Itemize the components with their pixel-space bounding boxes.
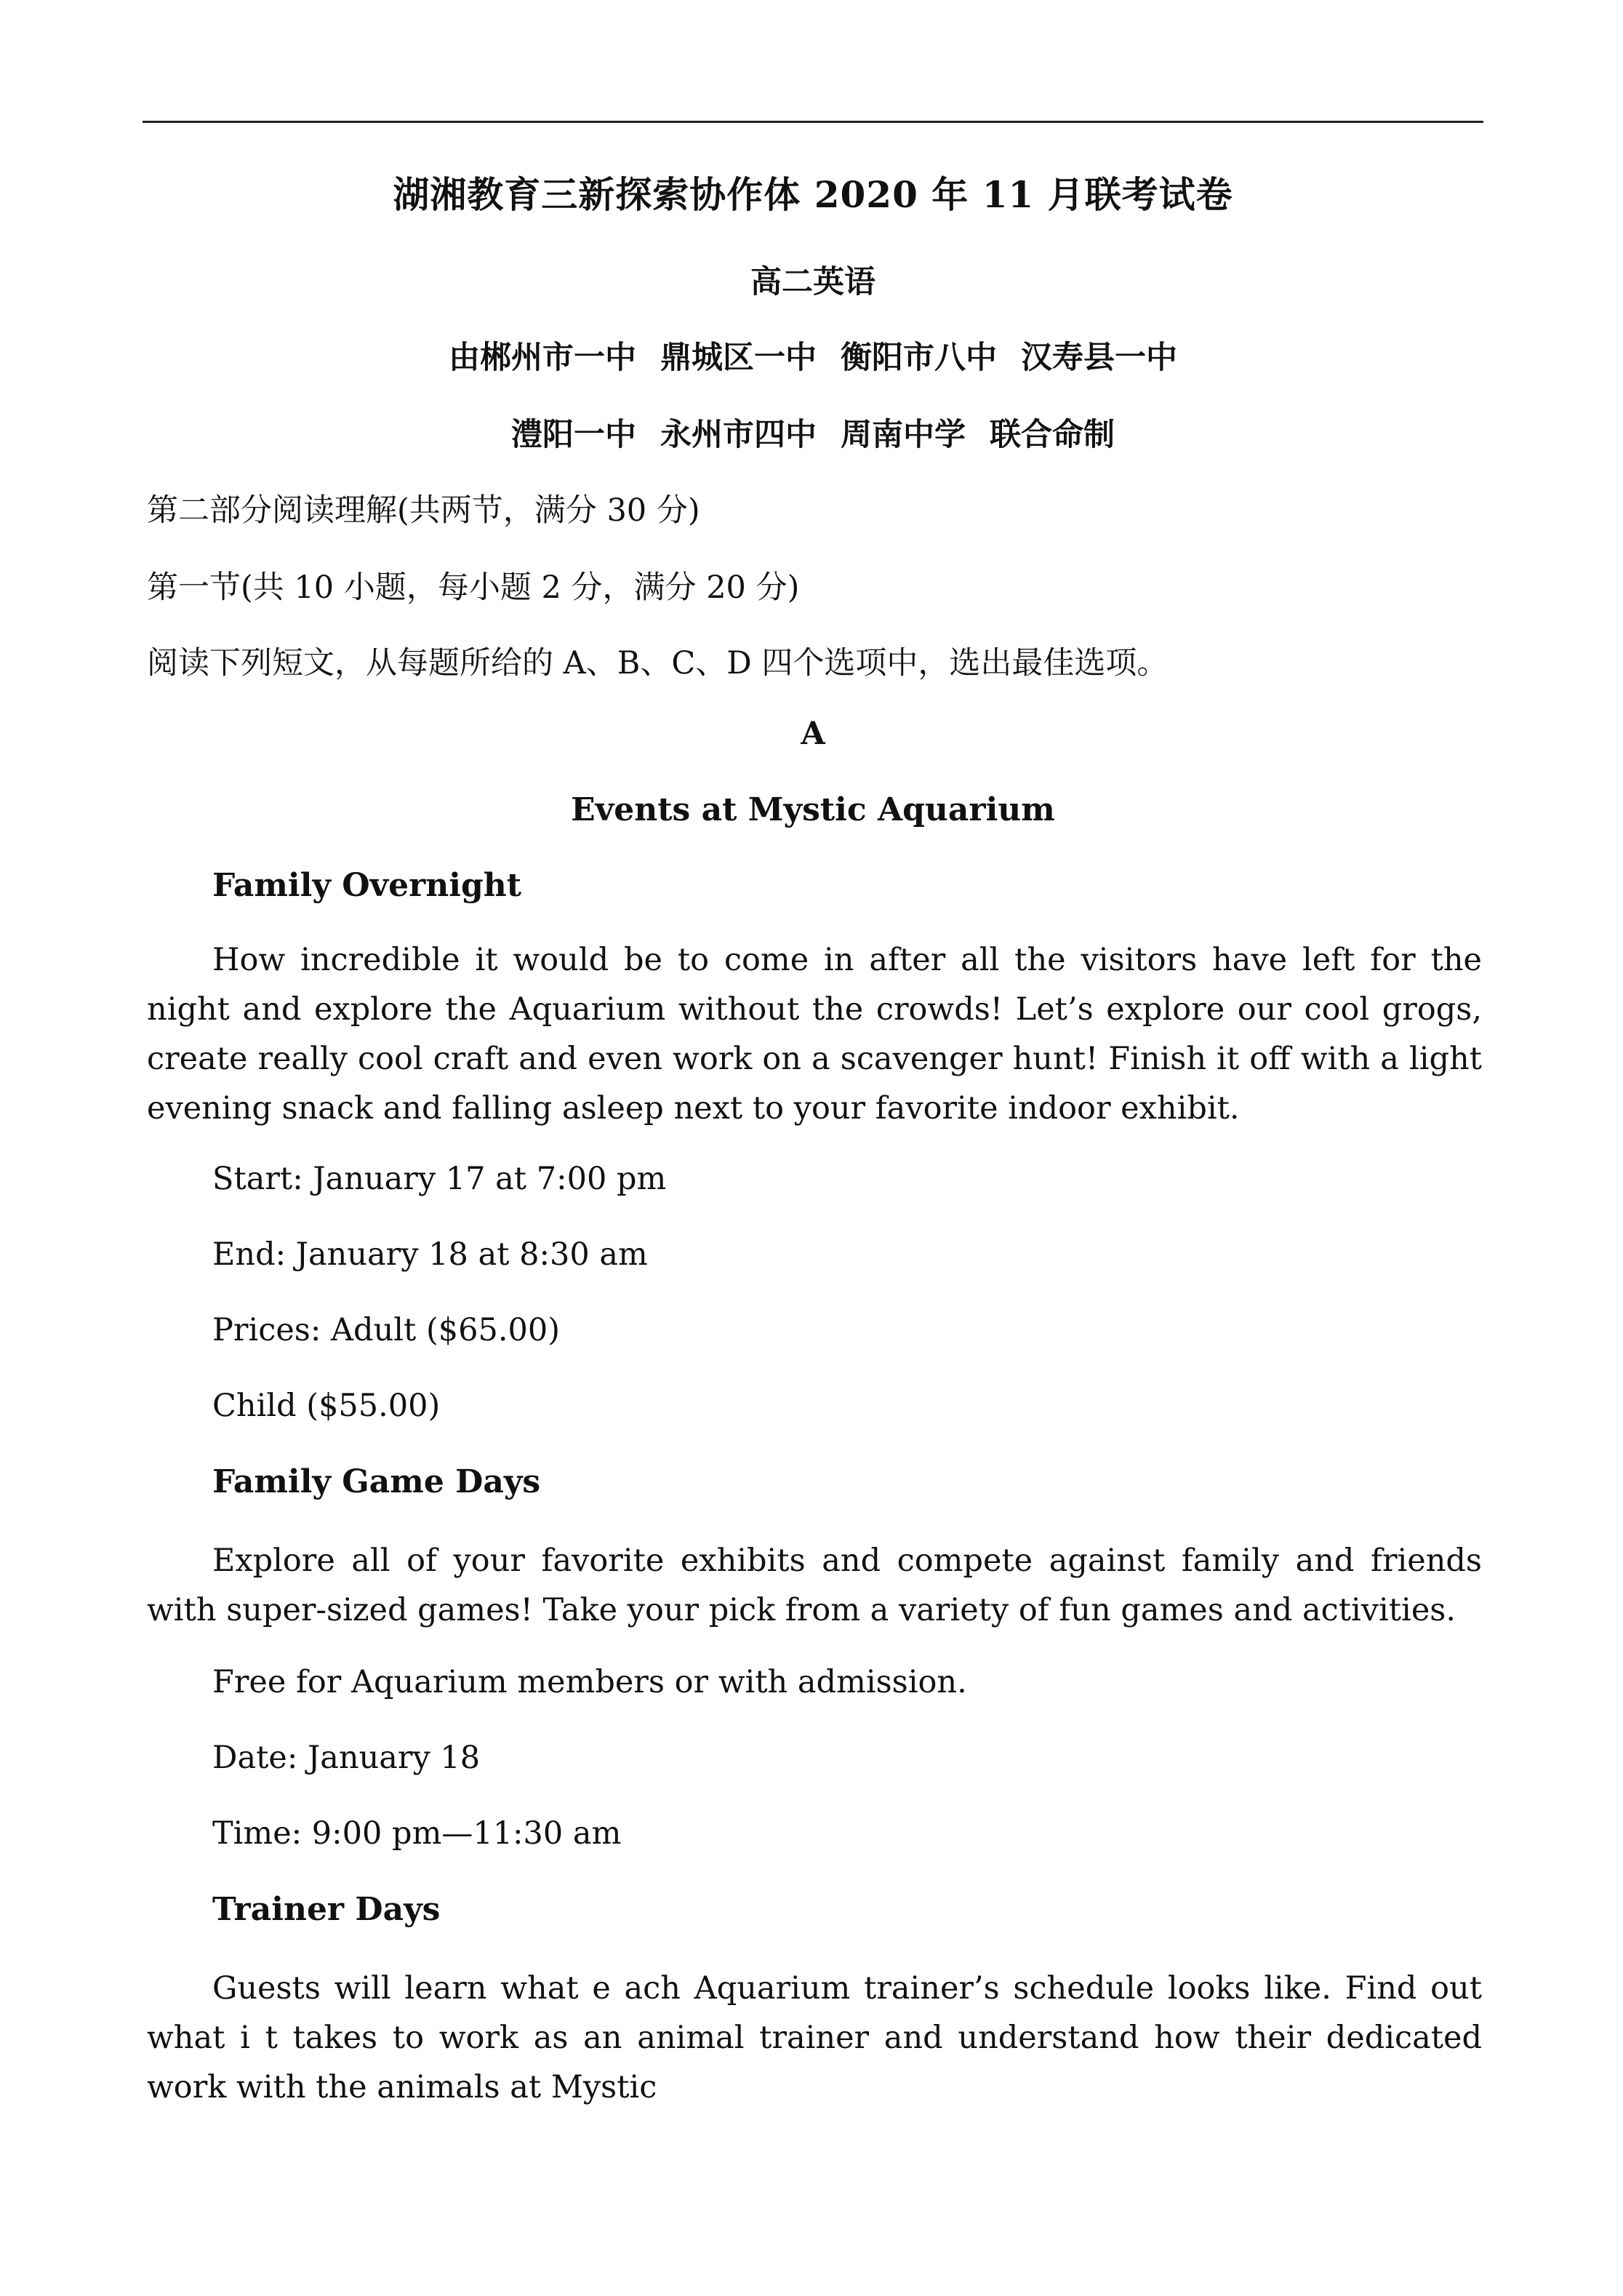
exam-subject: 高二英语	[750, 264, 875, 300]
schools-line-2: 澧阳一中 永州市四中 周南中学 联合命制	[511, 417, 1115, 453]
event-detail: Child ($55.00)	[212, 1388, 441, 1424]
event-detail: Time: 9:00 pm—11:30 am	[212, 1815, 622, 1852]
passage-title: Events at Mystic Aquarium	[571, 791, 1055, 828]
reading-direction: 阅读下列短文，从每题所给的 A、B、C、D 四个选项中，选出最佳选项。	[147, 645, 1169, 681]
part-instruction: 第二部分阅读理解(共两节，满分 30 分)	[147, 492, 700, 529]
passage-letter: A	[801, 716, 825, 752]
exam-title: 湖湘教育三新探索协作体 2020 年 11 月联考试卷	[393, 173, 1233, 216]
event-heading: Family Overnight	[212, 867, 522, 904]
event-detail: Prices: Adult ($65.00)	[212, 1312, 560, 1348]
section-instruction: 第一节(共 10 小题，每小题 2 分，满分 20 分)	[147, 569, 800, 606]
event-heading: Trainer Days	[212, 1891, 441, 1928]
event-detail: Start: January 17 at 7:00 pm	[212, 1161, 667, 1197]
event-detail: End: January 18 at 8:30 am	[212, 1236, 648, 1273]
event-description: Guests will learn what e ach Aquarium trainer’s schedule looks like. Find out what i t takes to work as an animal trainer and understand how their dedicated work with the animals at Mystic	[147, 1970, 1482, 2105]
event-description: How incredible it would be to come in after all the visitors have left for the night and explore the Aquarium without the crowds! Let’s explore our cool grogs, create really cool craft and even work on a scavenger hunt! Finish it off with a light evening snack and falling asleep next to your favorite indoor exhibit.	[147, 942, 1482, 1127]
event-detail: Free for Aquarium members or with admission.	[212, 1664, 967, 1700]
event-description: Explore all of your favorite exhibits and compete against family and friends with super-sized games! Take your pick from a variety of fun games and activities.	[147, 1543, 1482, 1628]
event-heading: Family Game Days	[212, 1463, 541, 1500]
schools-line-1: 由郴州市一中 鼎城区一中 衡阳市八中 汉寿县一中	[449, 340, 1177, 376]
header-rule	[143, 121, 1483, 123]
event-detail: Date: January 18	[212, 1740, 481, 1776]
